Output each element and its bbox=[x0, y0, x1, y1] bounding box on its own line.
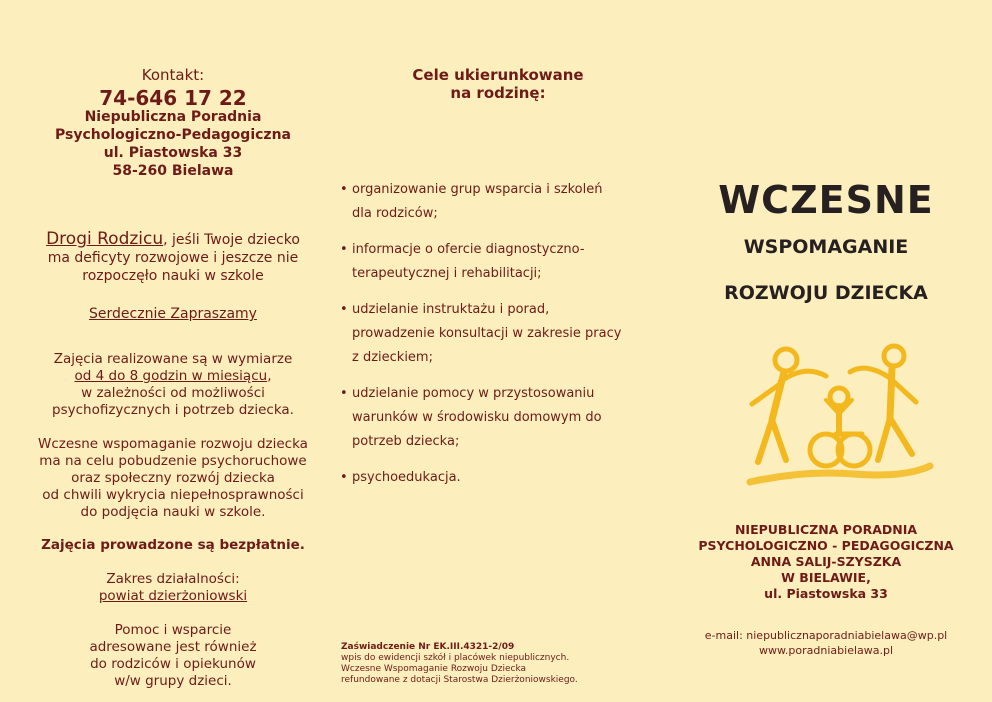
service-area bbox=[18, 571, 328, 605]
clinic-name-line: ANNA SALIJ-SZYSZKA bbox=[750, 554, 902, 569]
list-item bbox=[338, 382, 658, 454]
address-line: ul. Piastowska 33 bbox=[103, 145, 243, 161]
list-item-line: dla rodziców; bbox=[352, 206, 438, 221]
brochure-subtitle: WSPOMAGANIE bbox=[743, 236, 909, 258]
bullet-icon: • bbox=[340, 242, 348, 257]
description-line: ma na celu pobudzenie psychoruchowe bbox=[39, 453, 307, 469]
heading-line: na rodzinę: bbox=[450, 84, 546, 102]
family-goals-list bbox=[338, 178, 658, 502]
phone-number[interactable]: 74-646 17 22 bbox=[99, 86, 247, 110]
sessions-info bbox=[18, 351, 328, 419]
early-support-description bbox=[18, 436, 328, 521]
left-panel bbox=[18, 0, 328, 702]
description-line: oraz społeczny rozwój dziecka bbox=[71, 470, 275, 486]
address-line: 58-260 Bielawa bbox=[112, 163, 234, 179]
sessions-hours: od 4 do 8 godzin w miesiącu bbox=[74, 368, 268, 384]
greeting-heading: Drogi Rodzicu bbox=[46, 229, 164, 249]
sessions-comma: , bbox=[267, 368, 272, 384]
list-item-line: informacje o ofercie diagnostyczno- bbox=[352, 242, 585, 257]
brochure-subtitle: ROZWOJU DZIECKA bbox=[724, 282, 928, 304]
bullet-icon: • bbox=[340, 386, 348, 401]
email-link[interactable]: e-mail: niepublicznaporadniabielawa@wp.pl bbox=[704, 629, 948, 642]
list-item-line: udzielanie pomocy w przystosowaniu bbox=[352, 386, 595, 401]
certificate-line: Wczesne Wspomaganie Rozwoju Dziecka bbox=[341, 664, 527, 674]
right-panel bbox=[670, 0, 982, 702]
address-line: Psychologiczno-Pedagogiczna bbox=[55, 127, 291, 143]
certificate-note bbox=[341, 642, 661, 686]
certificate-line: refundowane z dotacji Starostwa Dzierżoniowskiego. bbox=[341, 675, 578, 685]
service-area-value: powiat dzierżoniowski bbox=[98, 588, 248, 604]
description-line: Wczesne wspomaganie rozwoju dziecka bbox=[38, 436, 308, 452]
support-note bbox=[18, 622, 328, 690]
invitation-text: Serdecznie Zapraszamy bbox=[89, 306, 257, 322]
bullet-icon: • bbox=[340, 182, 348, 197]
clinic-name-line: NIEPUBLICZNA PORADNIA bbox=[734, 522, 918, 537]
middle-panel bbox=[338, 0, 658, 702]
sessions-line: Zajęcia realizowane są w wymiarze bbox=[53, 351, 293, 367]
list-item bbox=[338, 466, 658, 490]
greeting-text: rozpoczęło nauki w szkole bbox=[82, 268, 264, 284]
list-item-line: prowadzenie konsultacji w zakresie pracy bbox=[352, 326, 622, 341]
list-item-line: z dzieckiem; bbox=[352, 350, 433, 365]
list-item bbox=[338, 178, 658, 226]
clinic-contact bbox=[670, 628, 982, 658]
clinic-name bbox=[670, 522, 982, 602]
children-wheelchair-logo-icon bbox=[744, 342, 934, 494]
address-line: Niepubliczna Poradnia bbox=[84, 109, 262, 125]
clinic-name-line: W BIELAWIE, bbox=[781, 570, 871, 585]
sessions-line: w zależności od możliwości bbox=[81, 385, 265, 401]
description-line: od chwili wykrycia niepełnosprawności bbox=[42, 487, 304, 503]
service-area-label: Zakres działalności: bbox=[106, 571, 240, 587]
list-item-line: psychoedukacja. bbox=[352, 470, 461, 485]
family-goals-heading bbox=[338, 66, 658, 102]
clinic-name-line: ul. Piastowska 33 bbox=[764, 586, 888, 601]
bullet-icon: • bbox=[340, 470, 348, 485]
support-line: adresowane jest również bbox=[89, 639, 257, 655]
list-item-line: potrzeb dziecka; bbox=[352, 434, 460, 449]
website-link[interactable]: www.poradniabielawa.pl bbox=[758, 644, 894, 657]
support-line: Pomoc i wsparcie bbox=[114, 622, 232, 638]
free-of-charge-note: Zajęcia prowadzone są bezpłatnie. bbox=[41, 537, 305, 553]
greeting-text: , jeśli Twoje dziecko bbox=[163, 232, 300, 248]
list-item bbox=[338, 298, 658, 370]
list-item-line: udzielanie instruktażu i porad, bbox=[352, 302, 550, 317]
clinic-name-line: PSYCHOLOGICZNO - PEDAGOGICZNA bbox=[698, 538, 954, 553]
heading-line: Cele ukierunkowane bbox=[412, 66, 584, 84]
bullet-icon: • bbox=[340, 302, 348, 317]
parent-greeting bbox=[18, 230, 328, 285]
description-line: do podjęcia nauki w szkole. bbox=[80, 504, 266, 520]
clinic-address bbox=[18, 108, 328, 180]
sessions-line: psychofizycznych i potrzeb dziecka. bbox=[52, 402, 294, 418]
list-item-line: warunków w środowisku domowym do bbox=[352, 410, 602, 425]
greeting-text: ma deficyty rozwojowe i jeszcze nie bbox=[47, 250, 299, 266]
brochure-title: WCZESNE bbox=[718, 178, 934, 222]
certificate-title: Zaświadczenie Nr EK.III.4321-2/09 bbox=[341, 642, 515, 652]
support-line: do rodziców i opiekunów bbox=[90, 656, 256, 672]
support-line: w/w grupy dzieci. bbox=[114, 673, 232, 689]
list-item-line: organizowanie grup wsparcia i szkoleń bbox=[352, 182, 603, 197]
certificate-line: wpis do ewidencji szkół i placówek niepublicznych. bbox=[341, 653, 570, 663]
contact-label: Kontakt: bbox=[141, 66, 205, 84]
list-item bbox=[338, 238, 658, 286]
list-item-line: terapeutycznej i rehabilitacji; bbox=[352, 266, 542, 281]
